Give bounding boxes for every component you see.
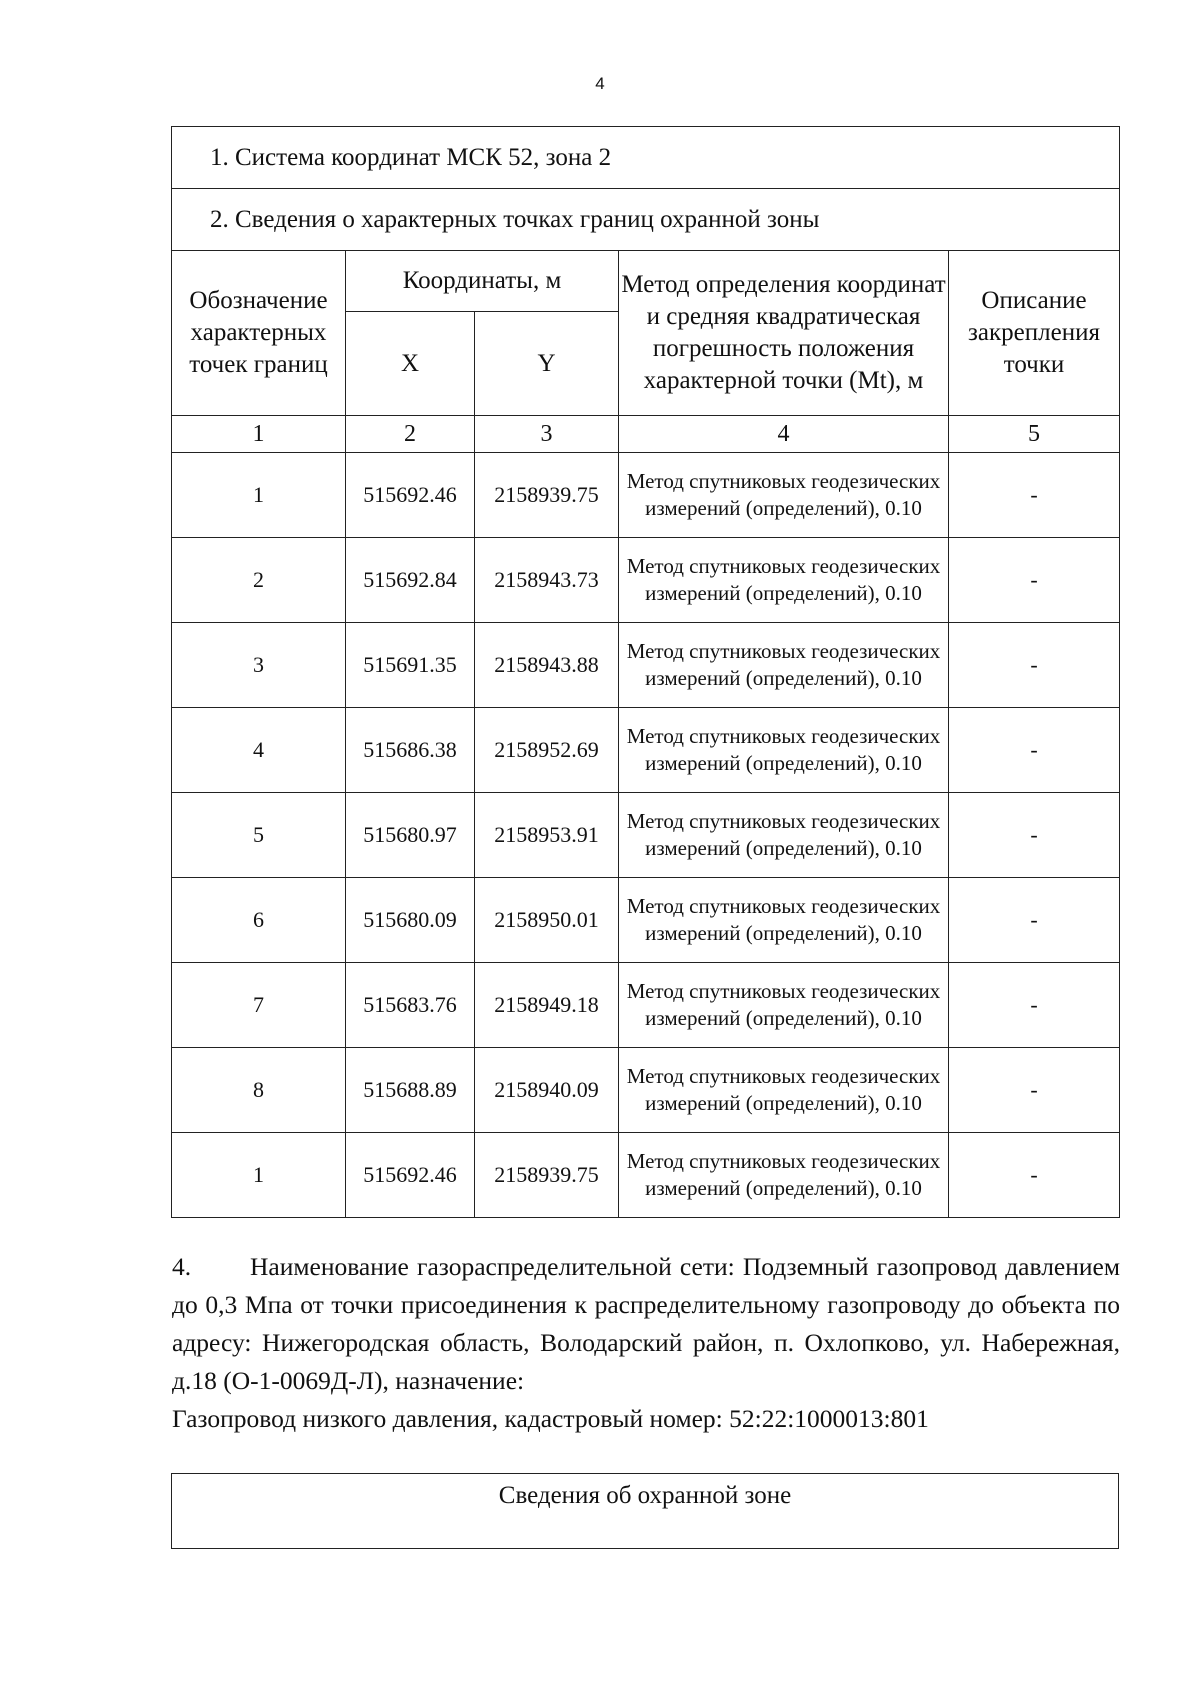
- column-number: 2: [346, 416, 475, 453]
- table-row: [172, 1133, 1120, 1218]
- point-cell: 5: [172, 793, 346, 878]
- header-coordinates: Координаты, м: [346, 251, 619, 312]
- x-cell: 515680.09: [346, 878, 475, 963]
- x-cell: 515692.84: [346, 538, 475, 623]
- table-row: [172, 538, 1120, 623]
- fixing-cell: -: [949, 1133, 1120, 1218]
- header-designation: Обозначение характерных точек границ: [172, 251, 346, 416]
- table-row: [172, 963, 1120, 1048]
- x-cell: 515680.97: [346, 793, 475, 878]
- method-cell: Метод спутниковых геодезических измерений (определений), 0.10: [619, 538, 949, 623]
- protection-zone-table: [171, 126, 1120, 1218]
- x-cell: 515683.76: [346, 963, 475, 1048]
- method-cell: Метод спутниковых геодезических измерений (определений), 0.10: [619, 963, 949, 1048]
- table-row: [172, 623, 1120, 708]
- method-cell: Метод спутниковых геодезических измерений (определений), 0.10: [619, 878, 949, 963]
- protection-zone-info-table: [171, 1473, 1119, 1549]
- section-4-last-line: Газопровод низкого давления, кадастровый номер: 52:22:1000013:801: [172, 1404, 929, 1433]
- method-cell: Метод спутниковых геодезических измерений (определений), 0.10: [619, 1048, 949, 1133]
- fixing-cell: -: [949, 963, 1120, 1048]
- column-number: 4: [619, 416, 949, 453]
- section-4-number: 4.: [172, 1252, 192, 1281]
- x-cell: 515688.89: [346, 1048, 475, 1133]
- column-number: 3: [475, 416, 619, 453]
- y-cell: 2158939.75: [475, 453, 619, 538]
- y-cell: 2158940.09: [475, 1048, 619, 1133]
- method-cell: Метод спутниковых геодезических измерений (определений), 0.10: [619, 708, 949, 793]
- point-cell: 2: [172, 538, 346, 623]
- fixing-cell: -: [949, 878, 1120, 963]
- table-row: [172, 453, 1120, 538]
- header-x: X: [346, 312, 475, 416]
- fixing-cell: -: [949, 538, 1120, 623]
- point-cell: 7: [172, 963, 346, 1048]
- section-4-text: Наименование газораспределительной сети: Подземный газопровод давлением до 0,3 Мпа от точки присоединения к распределительному газопроводу до объекта по адресу: Нижегородская область, Володарский район, п. Охлопково, ул. Набережная, д.18 (О-1-0069Д-Л), назначение:: [172, 1252, 1120, 1395]
- y-cell: 2158943.73: [475, 538, 619, 623]
- column-number: 1: [172, 416, 346, 453]
- y-cell: 2158943.88: [475, 623, 619, 708]
- y-cell: 2158952.69: [475, 708, 619, 793]
- zone-title: Сведения об охранной зоне: [172, 1474, 1119, 1549]
- point-cell: 8: [172, 1048, 346, 1133]
- header-y: Y: [475, 312, 619, 416]
- x-cell: 515686.38: [346, 708, 475, 793]
- x-cell: 515691.35: [346, 623, 475, 708]
- header-fixing: Описание закрепления точки: [949, 251, 1120, 416]
- table-row: [172, 878, 1120, 963]
- y-cell: 2158949.18: [475, 963, 619, 1048]
- y-cell: 2158939.75: [475, 1133, 619, 1218]
- method-cell: Метод спутниковых геодезических измерений (определений), 0.10: [619, 1133, 949, 1218]
- point-cell: 6: [172, 878, 346, 963]
- coordinate-system-cell: 1. Система координат МСК 52, зона 2: [172, 127, 1120, 189]
- point-cell: 4: [172, 708, 346, 793]
- fixing-cell: -: [949, 623, 1120, 708]
- fixing-cell: -: [949, 453, 1120, 538]
- table-row: [172, 793, 1120, 878]
- x-cell: 515692.46: [346, 453, 475, 538]
- y-cell: 2158950.01: [475, 878, 619, 963]
- point-cell: 1: [172, 453, 346, 538]
- method-cell: Метод спутниковых геодезических измерений (определений), 0.10: [619, 623, 949, 708]
- points-info-title: 2. Сведения о характерных точках границ охранной зоны: [172, 189, 1120, 251]
- fixing-cell: -: [949, 793, 1120, 878]
- point-cell: 3: [172, 623, 346, 708]
- column-number: 5: [949, 416, 1120, 453]
- page-number: 4: [595, 74, 605, 93]
- header-method: Метод определения координат и средняя квадратическая погрешность положения характерной точки (Mt), м: [619, 251, 949, 416]
- table-row: [172, 708, 1120, 793]
- x-cell: 515692.46: [346, 1133, 475, 1218]
- y-cell: 2158953.91: [475, 793, 619, 878]
- point-cell: 1: [172, 1133, 346, 1218]
- section-4-paragraph: [172, 1248, 1120, 1438]
- method-cell: Метод спутниковых геодезических измерений (определений), 0.10: [619, 793, 949, 878]
- fixing-cell: -: [949, 708, 1120, 793]
- method-cell: Метод спутниковых геодезических измерений (определений), 0.10: [619, 453, 949, 538]
- fixing-cell: -: [949, 1048, 1120, 1133]
- table-row: [172, 1048, 1120, 1133]
